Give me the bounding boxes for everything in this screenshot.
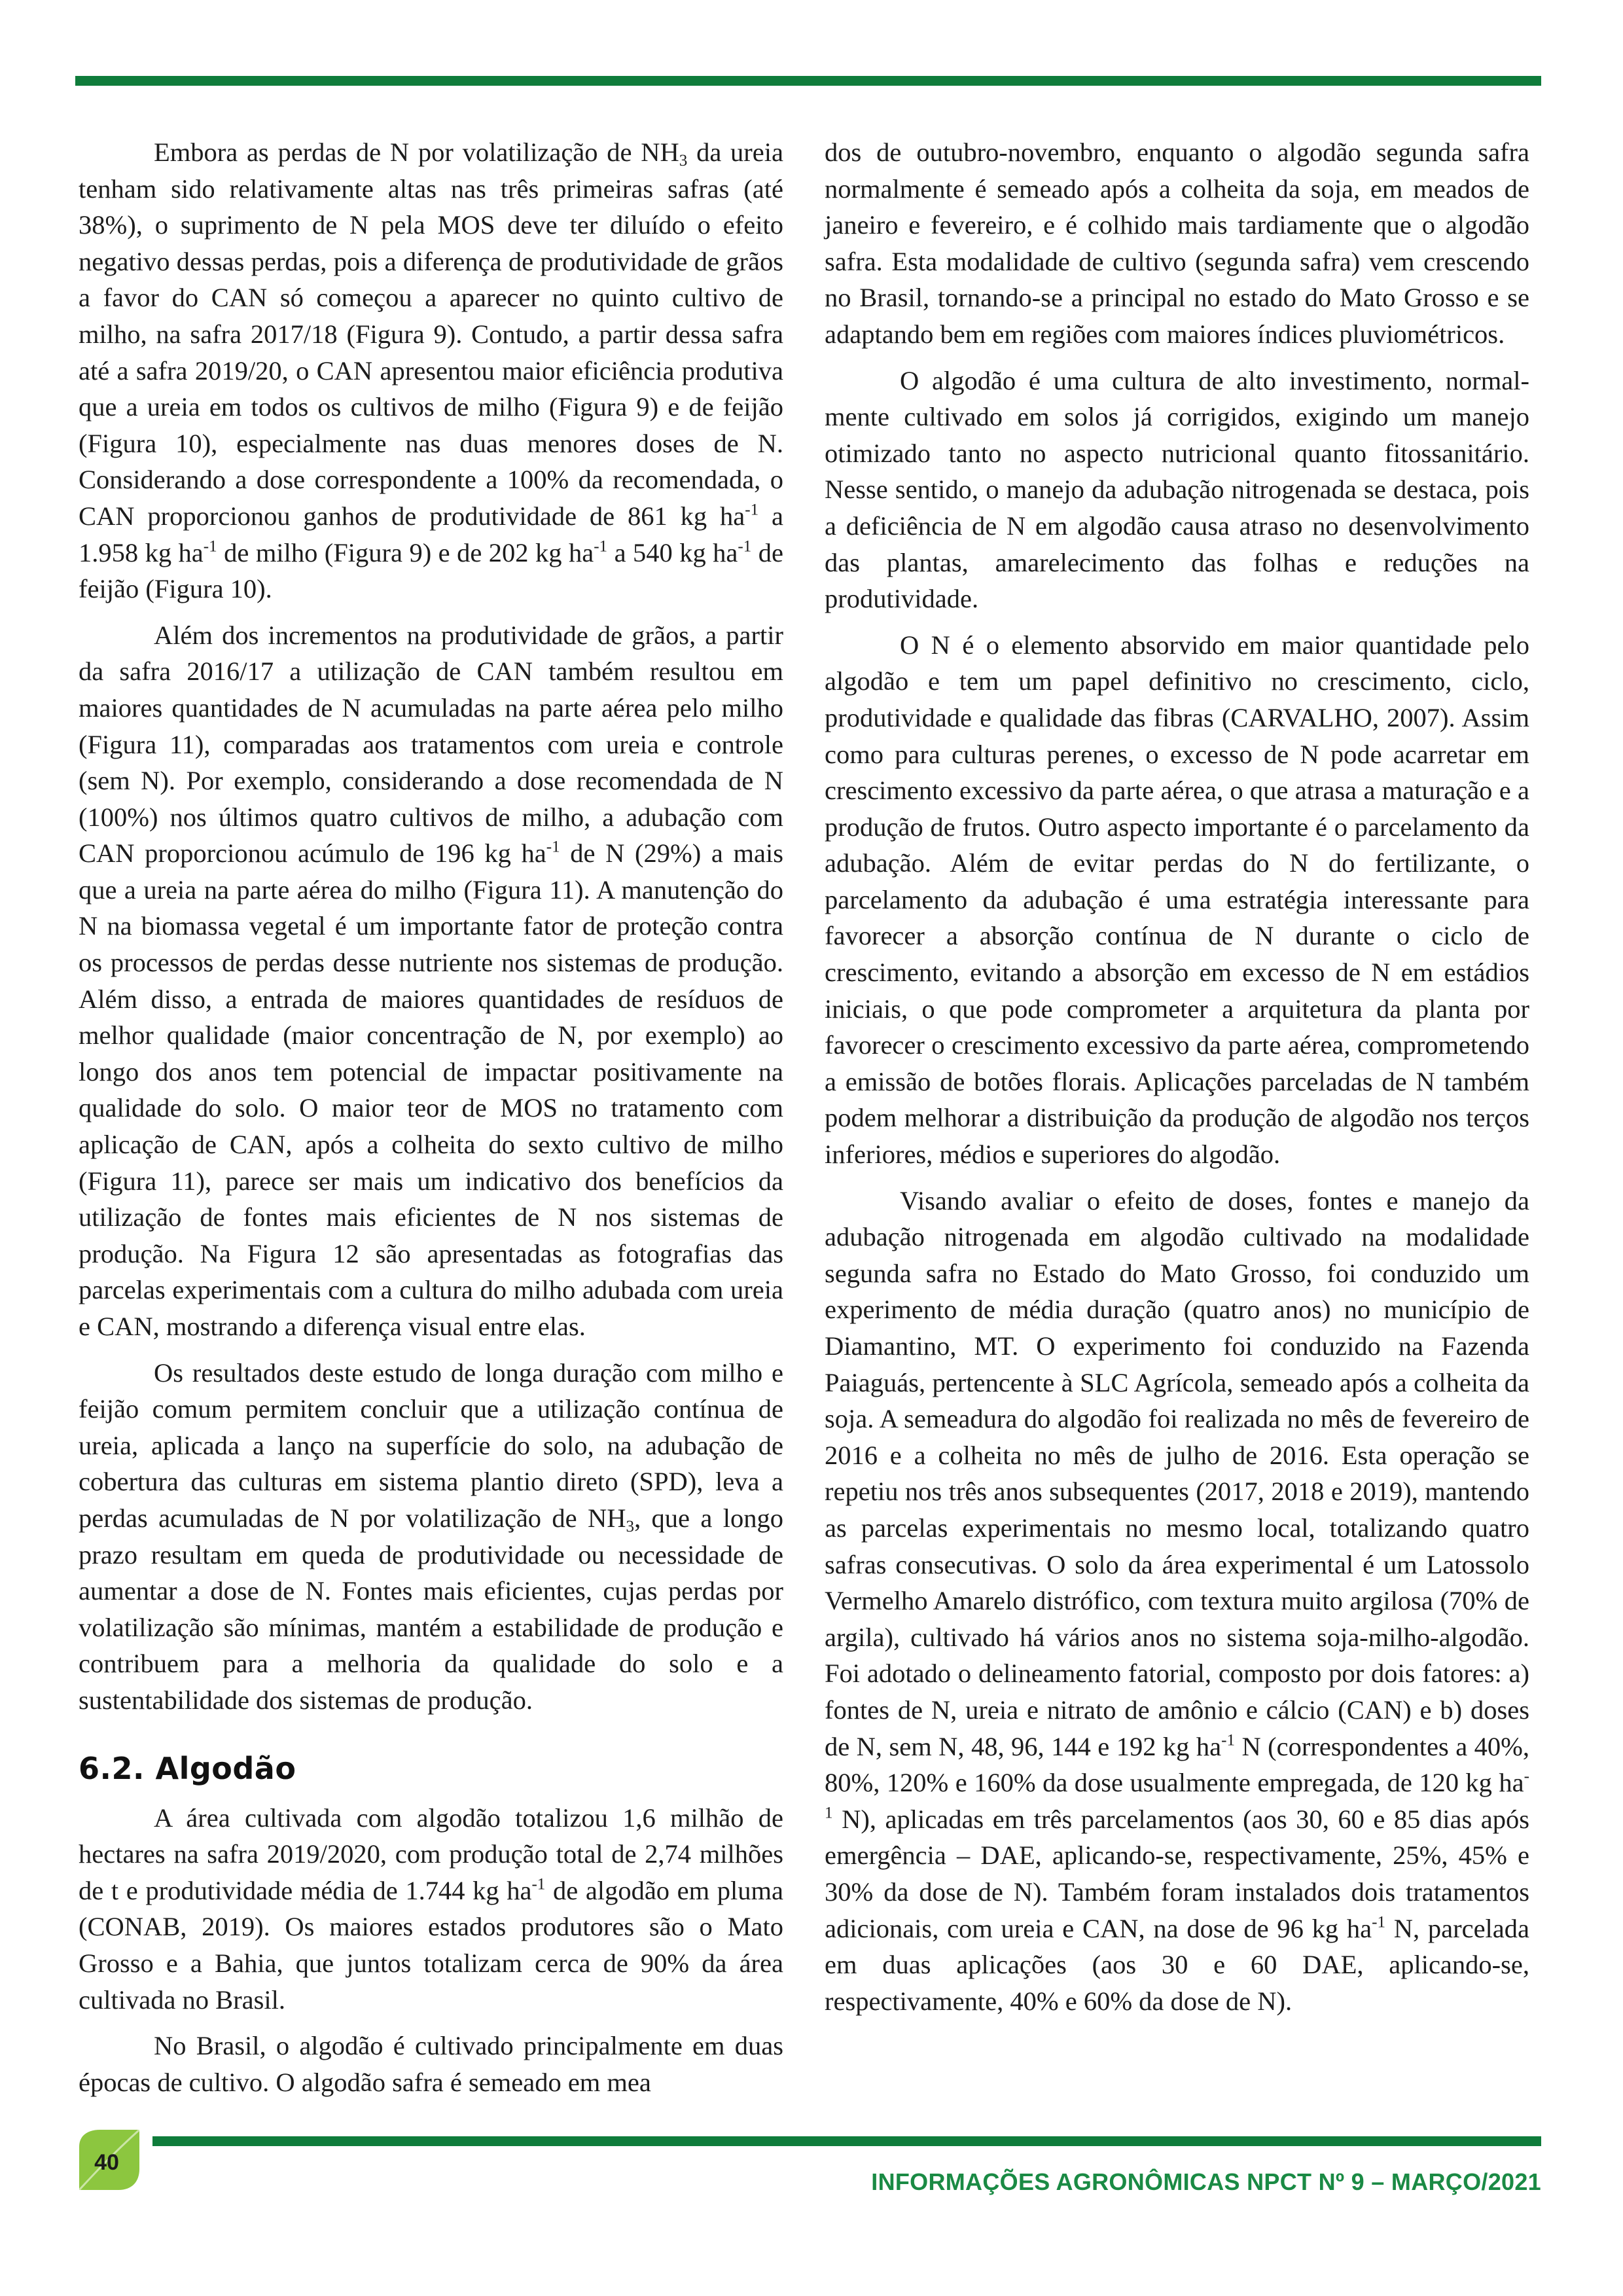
paragraph: A área cultivada com algodão totalizou 1,6 milhão de hectares na safra 2019/2020, com produção total de 2,74 milhões de t e produtividade média de 1.744 kg $ha^{-1}$ de algodão em pluma (CONAB, 2019). Os maiores estados produtores são o Mato Grosso e a Bahia, que juntos totalizam cerca de 90% da área cultivada no Brasil. (79, 1803, 783, 2015)
right-column (825, 134, 1529, 2029)
paragraph: O algodão é uma cultura de alto investimento, normalmente cultivado em solos já corrigidos, exigindo um manejo otimizado tanto no aspecto nutricional quanto fitossanitário. Nesse sentido, o manejo da adubação nitrogenada se destaca, pois a deficiência de N em algodão causa atraso no desenvolvimento das plantas, amarelecimento das folhas e reduções na produtividade. (825, 365, 1529, 614)
paragraph: Além dos incrementos na produtividade de grãos, a partir da safra 2016/17 a utilização de CAN também resultou em maiores quantidades de N acumuladas na parte aérea pelo milho (Figura 11), comparadas aos tratamentos com ureia e controle (sem N). Por exemplo, considerando a dose recomendada de N (100%) nos últimos quatro cultivos de milho, a adubação com CAN proporcionou acúmulo de 196 kg $ha^{-1}$ de N (29%) a mais que a ureia na parte aérea do milho (Figura 11). A manutenção do N na biomassa vegetal é um importante fator de proteção contra os processos de perdas desse nutriente nos sistemas de produção. Além disso, a entrada de maiores quantidades de resíduos de melhor qualidade (maior concentração de N, por exemplo) ao longo dos anos tem potencial de impactar positivamente na qualidade do solo. O maior teor de MOS no tratamento com aplicação de CAN, após a colheita do sexto cultivo de milho (Figura 11), parece ser mais um indicativo dos benefícios da utilização de fontes mais eficientes de N nos sistemas de produção. Na Figura 12 são apresentadas as fotografias das parcelas experimentais com a cultura do milho adubada com ureia e CAN, mostrando a diferença visual entre elas. (79, 620, 783, 1341)
footer-rule (152, 2136, 1541, 2146)
header-rule (75, 76, 1541, 86)
left-column (79, 134, 783, 2110)
publication-title: INFORMAÇÕES AGRONÔMICAS NPCT Nº 9 – MARÇO/2021 (871, 2168, 1541, 2195)
paragraph: No Brasil, o algodão é cultivado principalmente em duas épocas de cultivo. O algodão safra é semeado em mea (79, 2031, 783, 2097)
paragraph: Embora as perdas de N por volatilização de $NH_3$ da ureia tenham sido relativamente altas nas três primeiras safras (até 38%), o suprimento de N pela MOS deve ter diluído o efeito negativo dessas perdas, pois a diferença de produtividade de grãos a favor do CAN só começou a aparecer no quinto cultivo de milho, na safra 2017/18 (Figura 9). Contudo, a partir dessa safra até a safra 2019/20, o CAN apresentou maior eficiência produtiva que a ureia em todos os cultivos de milho (Figura 9) e de feijão (Figura 10), especialmente nas duas menores doses de N. Considerando a dose correspondente a 100% da recomendada, o CAN proporcionou ganhos de produtividade de 861 kg $ha^{-1}$ a 1.958 kg $ha^{-1}$ de milho (Figura 9) e de 202 kg $ha^{-1}$ a 540 kg $ha^{-1}$ de feijão (Figura 10). (79, 137, 783, 604)
paragraph: dos de outubro-novembro, enquanto o algodão segunda safra normalmente é semeado após a colheita da soja, em meados de janeiro e fevereiro, e é colhido mais tardiamente que o algodão safra. Esta modalidade de cultivo (segunda safra) vem crescendo no Brasil, tornando-se a principal no estado do Mato Grosso e se adaptando bem em regiões com maiores índices pluviométricos. (825, 137, 1529, 349)
page-number: 40 (94, 2149, 119, 2175)
section-heading: 6.2. Algodão (79, 1750, 296, 1786)
paragraph: Os resultados deste estudo de longa duração com milho e feijão comum permitem concluir que a utilização contínua de ureia, aplicada a lanço na superfície do solo, na adubação de cobertura das culturas em sistema plantio direto (SPD), leva a perdas acumuladas de N por volatilização de $NH_3$, que a longo prazo resultam em queda de produtividade ou necessidade de aumentar a dose de N. Fontes mais eficientes, cujas perdas por volatilização são mínimas, mantém a estabilidade de produção e contribuem para a melhoria da qualidade do solo e a sustentabilidade dos sistemas de produção. (79, 1357, 783, 1715)
paragraph: O N é o elemento absorvido em maior quantidade pelo algodão e tem um papel definitivo no crescimento, ciclo, produtividade e qualidade das fibras (CARVALHO, 2007). Assim como para culturas perenes, o excesso de N pode acarretar em crescimento excessivo da parte aérea, o que atrasa a maturação e a produção de frutos. Outro aspecto importante é o parcelamento da adubação. Além de evitar perdas do N do fertilizante, o parcelamento da adubação é uma estratégia interessante para favorecer a absorção contínua de N durante o ciclo de crescimento, evitando a absorção em excesso de N em estádios iniciais, o que pode comprometer a arquitetura da planta por favorecer o crescimento excessivo da parte aérea, comprometendo a emissão de botões florais. Aplicações parceladas de N também podem melhorar a distribuição da produção de algodão nos terços inferiores, médios e superiores do algodão. (825, 630, 1529, 1170)
paragraph: Visando avaliar o efeito de doses, fontes e manejo da adubação nitrogenada em algodão cultivado na modalidade segunda safra no Estado do Mato Grosso, foi conduzido um experimento de média duração (quatro anos) no município de Diamantino, MT. O experimento foi conduzido na Fazenda Paiaguás, pertencente à SLC Agrícola, semeado após a colheita da soja. A semeadura do algodão foi realizada no mês de fevereiro de 2016 e a colheita no mês de julho de 2016. Esta operação se repetiu nos três anos subsequentes (2017, 2018 e 2019), mantendo as parcelas experimentais no mesmo local, totalizando quatro safras consecutivas. O solo da área experimental é um Latossolo Vermelho Amarelo distrófico, com textura muito argilosa (70% de argila), cultivado há vários anos no sistema soja-milho-algodão. Foi adotado o delineamento fatorial, composto por dois fatores: a) fontes de N, ureia e nitrato de amônio e cálcio (CAN) e b) doses de N, sem N, 48, 96, 144 e 192 kg $ha^{-1}$ N (correspondentes a 40%, 80%, 120% e 160% da dose usualmente empregada, de 120 kg $ha^{-1}$ N), aplicadas em três parcelamentos (aos 30, 60 e 85 dias após emergência – DAE, aplicando-se, respectivamente, 25%, 45% e 30% da dose de N). Também foram instalados dois tratamentos adicionais, com ureia e CAN, na dose de 96 kg $ha^{-1}$ N, parcelada em duas aplicações (aos 30 e 60 DAE, aplicando-se, respectivamente, 40% e 60% da dose de N). (825, 1185, 1530, 2016)
